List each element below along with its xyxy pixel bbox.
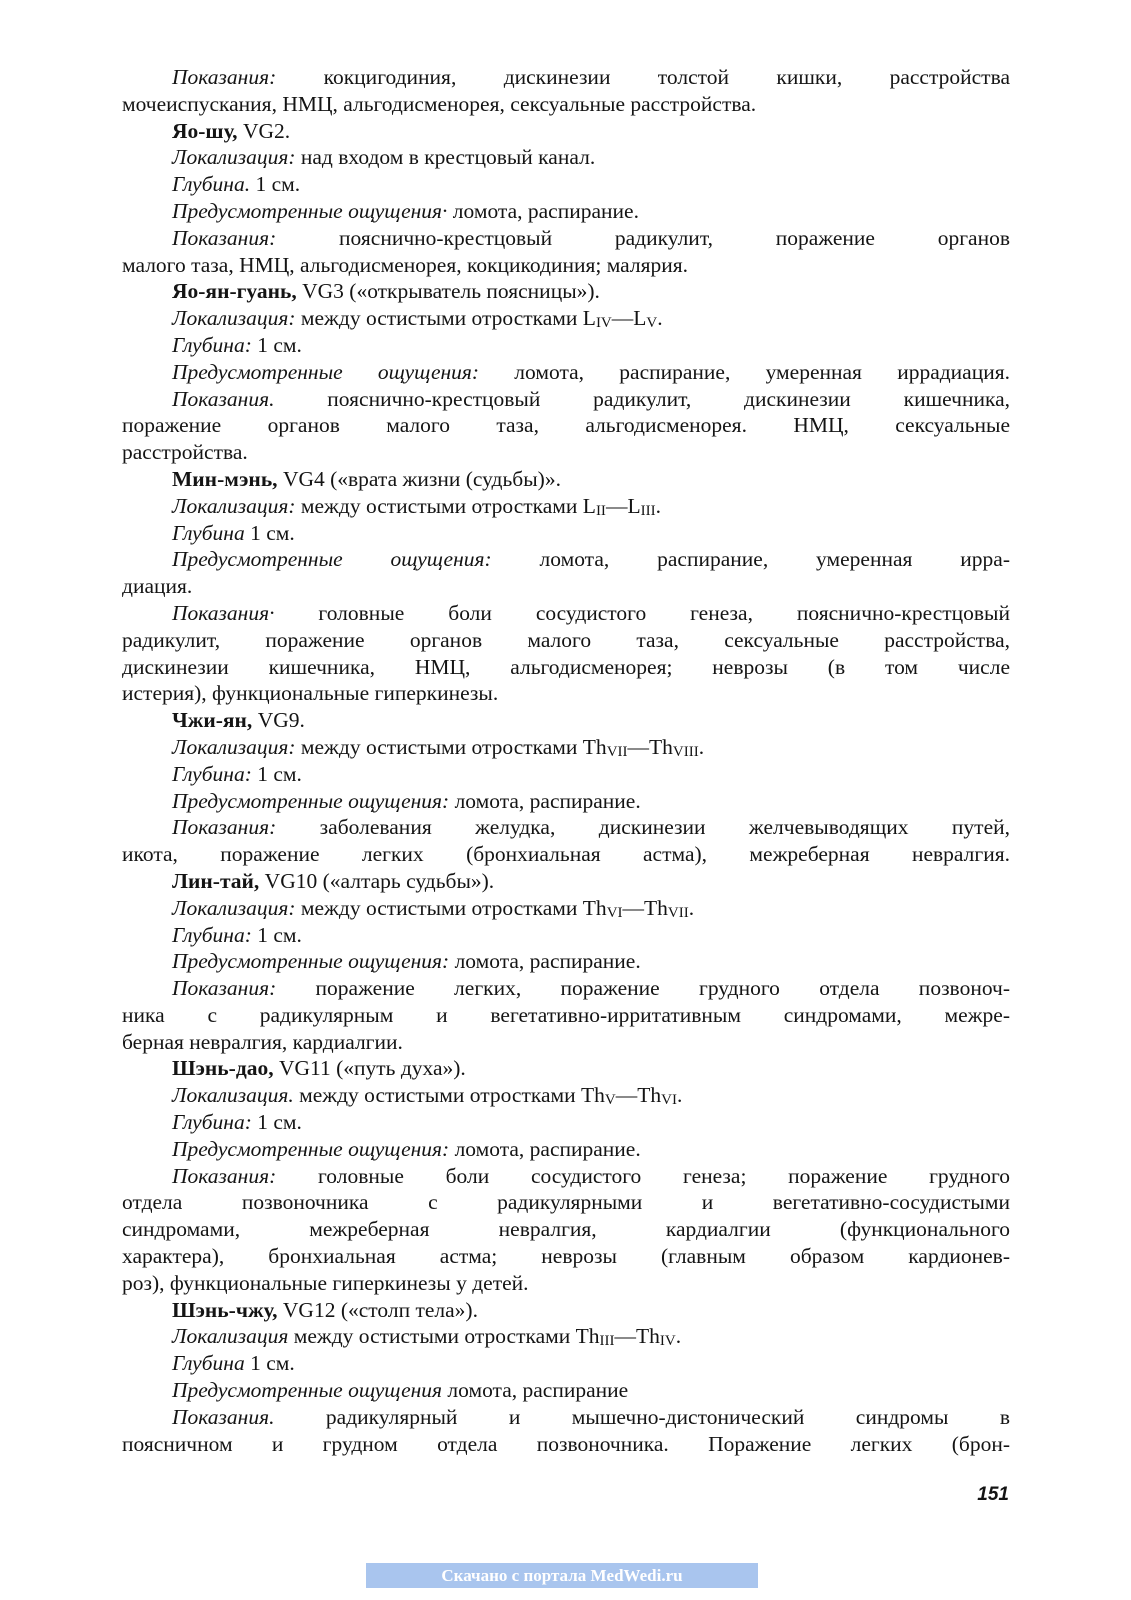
text-run: поражение легких, поражение грудного отдела позвоноч- [276,976,1010,1001]
text-run: малого таза, НМЦ, альгодисменорея, кокцикодиния; малярия. [122,252,689,277]
text-line [122,1216,1010,1243]
text-line [122,814,1010,841]
vertebra-subscript: VI [606,904,623,921]
text-line [122,252,1010,279]
text-run: заболевания желудка, дискинезии желчевыводящих путей, [276,815,1010,840]
vertebra-subscript: VI [661,1092,677,1109]
field-label: Показания. [172,386,275,411]
vertebra-subscript: VII [606,743,628,760]
text-line [122,412,1010,439]
text-line [122,466,1010,493]
field-label: Локализация: [172,306,296,331]
point-name: Мин-мэнь, [172,466,278,491]
point-name: Яо-шу, [172,118,238,143]
text-line [122,922,1010,949]
point-name: Чжи-ян, [172,708,253,733]
field-label: Предусмотренные ощущения: [172,788,450,813]
text-run: ломота, распирание. [447,198,639,223]
text-line [122,1163,1010,1190]
text-run: синдромами, межреберная невралгия, кардиалгии (функционального [122,1217,1010,1242]
vertebra-subscript: VII [667,904,689,921]
field-label: Предусмотренные ощущения: [172,1136,450,1161]
field-label: Предусмотренные ощущения· [172,198,448,223]
field-label: Локализация: [172,493,296,518]
text-line [122,707,1010,734]
text-run: —Th [622,895,668,920]
text-line [122,761,1010,788]
text-run: 1 см. [251,761,302,786]
field-label: Предусмотренные ощущения: [172,547,492,572]
text-line [122,171,1010,198]
text-run: VG11 («путь духа»). [273,1056,466,1081]
text-run: 1 см. [244,1351,295,1376]
text-line [122,975,1010,1002]
watermark-banner: Скачано с портала MedWedi.ru [366,1563,758,1588]
text-run: VG12 («столп тела»). [277,1297,478,1322]
field-label: Глубина. [172,172,251,197]
text-line [122,278,1010,305]
point-name: Шэнь-чжу, [172,1297,278,1322]
text-run: берная невралгия, кардиалгии. [122,1029,403,1054]
field-label: Предусмотренные ощущения [172,1378,443,1403]
text-line [122,332,1010,359]
text-run: между остистыми отростками L [295,493,596,518]
text-run: VG3 («открыватель поясницы»). [296,279,600,304]
text-line [122,1109,1010,1136]
text-run: между остистыми отростками Th [288,1324,600,1349]
field-label: Глубина: [172,332,252,357]
vertebra-subscript: IV [595,315,612,332]
text-run: —Th [614,1324,660,1349]
field-label: Глубина: [172,1110,252,1135]
text-line [122,305,1010,332]
text-run: ломота, распирание. [449,1136,641,1161]
vertebra-subscript: II [595,502,606,519]
text-run: 1 см. [244,520,295,545]
text-line [122,1377,1010,1404]
text-run: VG4 («врата жизни (судьбы)». [277,466,561,491]
text-run: между остистыми отростками Th [295,895,607,920]
page-body [122,64,1010,1457]
field-label: Показания. [172,1404,275,1429]
point-name: Яо-ян-гуань, [172,279,297,304]
text-run: —Th [627,734,673,759]
field-label: Предусмотренные ощущения: [172,949,450,974]
text-line [122,520,1010,547]
text-line [122,734,1010,761]
text-run: кокцигодиния, дискинезии толстой кишки, расстройства [276,65,1010,89]
text-run: ломота, распирание, умеренная иррадиация. [479,359,1010,384]
text-line [122,868,1010,895]
text-line [122,439,1010,466]
text-line [122,118,1010,145]
text-line [122,1297,1010,1324]
text-line [122,198,1010,225]
text-run: ломота, распирание. [449,788,641,813]
text-line [122,1431,1010,1458]
text-run: . [675,1324,682,1349]
text-run: над входом в крестцовый канал. [295,145,596,170]
text-line [122,600,1010,627]
text-line [122,359,1010,386]
text-line [122,493,1010,520]
text-line [122,627,1010,654]
text-line [122,573,1010,600]
text-run: . [698,734,705,759]
field-label: Предусмотренные ощущения: [172,359,480,384]
field-label: Локализация: [172,145,296,170]
text-run: 1 см. [250,172,301,197]
field-label: Глубина: [172,761,252,786]
field-label: Показания: [172,65,277,89]
text-line [122,386,1010,413]
text-run: ломота, распирание. [449,949,641,974]
text-run: поясничном и грудном отдела позвоночника. Поражение легких (брон- [122,1431,1010,1456]
field-label: Локализация. [172,1083,294,1108]
text-run: пояснично-крестцовый радикулит, дискинезии кишечника, [274,386,1010,411]
field-label: Показания· [172,600,275,625]
text-line [122,1189,1010,1216]
text-run: диация. [122,574,193,599]
field-label: Глубина [172,1351,245,1376]
text-line [122,680,1010,707]
field-label: Глубина: [172,922,252,947]
text-line [122,1270,1010,1297]
text-line [122,546,1010,573]
text-line [122,654,1010,681]
text-line [122,1029,1010,1056]
text-run: истерия), функциональные гиперкинезы. [122,681,499,706]
text-run: . [688,895,695,920]
text-line [122,948,1010,975]
text-run: 1 см. [251,332,302,357]
point-name: Лин-тай, [172,868,260,893]
text-run: расстройства. [122,440,248,465]
vertebra-subscript: VIII [672,743,699,760]
text-line [122,225,1010,252]
text-run: дискинезии кишечника, НМЦ, альгодисменорея; неврозы (в том числе [122,654,1010,679]
text-line [122,1323,1010,1350]
field-label: Показания: [172,225,277,250]
text-line [122,1002,1010,1029]
text-run: VG10 («алтарь судьбы»). [259,868,495,893]
text-line [122,1082,1010,1109]
field-label: Локализация [172,1324,289,1349]
text-run: между остистыми отростками Th [295,734,607,759]
text-run: VG9. [252,708,305,733]
vertebra-subscript: V [604,1092,616,1109]
text-line [122,1404,1010,1431]
text-run: поражение органов малого таза, альгодисменорея. НМЦ, сексуальные [122,413,1010,438]
text-line [122,1243,1010,1270]
vertebra-subscript: III [599,1333,615,1350]
text-run: . [657,306,663,331]
text-run: . [655,493,661,518]
field-label: Локализация: [172,895,296,920]
text-run: —L [605,493,641,518]
vertebra-subscript: IV [659,1333,676,1350]
text-run: —Th [615,1083,662,1108]
text-run: отдела позвоночника с радикулярными и вегетативно-сосудистыми [122,1190,1010,1215]
field-label: Показания: [172,1163,277,1188]
text-run: 1 см. [251,922,302,947]
text-run: мочеиспускания, НМЦ, альгодисменорея, сексуальные расстройства. [122,91,757,116]
text-line [122,144,1010,171]
text-run: роз), функциональные гиперкинезы у детей. [122,1270,529,1295]
field-label: Показания: [172,976,277,1001]
text-line [122,1055,1010,1082]
text-run: между остистыми отростками Th [293,1083,605,1108]
field-label: Показания: [172,815,277,840]
text-run: головные боли сосудистого генеза, пояснично-крестцовый [274,600,1010,625]
text-line [122,841,1010,868]
page-number: 151 [977,1484,1009,1505]
text-run: между остистыми отростками L [295,306,596,331]
text-run: головные боли сосудистого генеза; поражение грудного [276,1163,1010,1188]
text-line [122,64,1010,91]
text-run: характера), бронхиальная астма; неврозы (главным образом кардионев- [122,1244,1010,1269]
text-line [122,1350,1010,1377]
text-run: ника с радикулярным и вегетативно-ирритативным синдромами, межре- [122,1002,1010,1027]
text-run: 1 см. [251,1110,302,1135]
text-line [122,1136,1010,1163]
text-line [122,895,1010,922]
text-run: ломота, распирание [442,1378,629,1403]
text-run: —L [611,306,647,331]
text-run: . [676,1083,683,1108]
text-run: икота, поражение легких (бронхиальная астма), межреберная невралгия. [122,842,1010,867]
point-name: Шэнь-дао, [172,1056,274,1081]
text-run: радикулярный и мышечно-дистонический синдромы в [274,1404,1010,1429]
text-run: VG2. [237,118,291,143]
vertebra-subscript: V [646,315,658,332]
vertebra-subscript: III [640,502,656,519]
text-run: радикулит, поражение органов малого таза, сексуальные расстройства, [122,627,1010,652]
text-line [122,788,1010,815]
text-run: пояснично-крестцовый радикулит, поражение органов [276,225,1010,250]
field-label: Глубина [172,520,245,545]
text-line [122,91,1010,118]
field-label: Локализация: [172,734,296,759]
text-run: ломота, распирание, умеренная ирра- [491,547,1010,572]
